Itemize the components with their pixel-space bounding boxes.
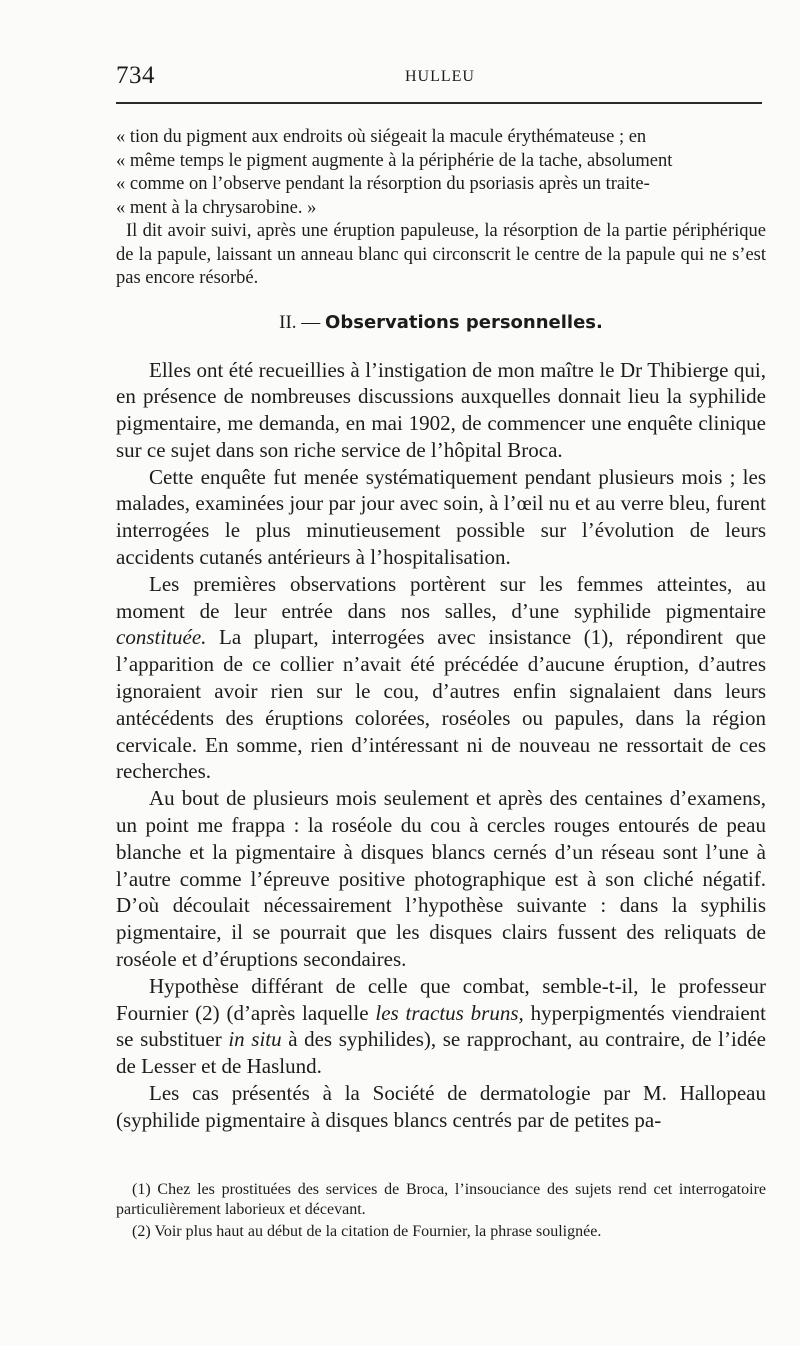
footnotes [116,1180,766,1242]
paragraph-3-after: La plupart, interrogées avec insistance (1), répondirent que l’apparition de ce collier n’avait été précédée d’aucune éruption, d’autres ignoraient avoir rien sur le cou, d’autres enfin signalaient dans leurs antécédents des éruptions colorées, roséoles ou papules, dans la région cervicale. En somme, rien d’intéressant ni de nouveau ne ressortait de ces recherches. [116,625,766,784]
paragraph-3-before: Les premières observations portèrent sur les femmes atteintes, au moment de leur entrée dans nos salles, d’une syphilide pigmentaire [116,571,766,623]
quote-line: « même temps le pigment augmente à la périphérie de la tache, absolument [116,150,673,171]
paragraph-5-part2: hyperpigmentés viendraient se substituer [116,1000,766,1052]
page-body [116,126,766,1134]
quote-line: « comme on l’observe pendant la résorption du psoriasis après un traite- [116,174,650,194]
paragraph-6: Les cas présentés à la Société de dermatologie par M. Hallopeau (syphilide pigmentaire à disques blancs centrés par de petites pa- [116,1081,766,1132]
paragraph-3-italic: constituée. [116,625,207,650]
paragraph-2: Cette enquête fut menée systématiquement pendant plusieurs mois ; les malades, examinées jour par jour avec soin, à l’œil nu et au verre bleu, furent interrogées le plus minutieusement possible sur l’évolution de leurs accidents cutanés antérieurs à l’hospitalisation. [116,464,766,570]
header-rule [116,102,762,104]
page-header [116,62,764,92]
quotation-block [116,126,766,220]
section-number: II. — [279,311,321,333]
paragraph-5-italic1: les tractus bruns, [375,1000,524,1025]
paragraph-3 [116,571,766,785]
running-head: HULLEU [405,68,475,85]
section-heading [116,311,766,335]
paragraph-1: Elles ont été recueillies à l’instigation de mon maître le Dr Thibierge qui, en présence de nombreuses discussions auxquelles donnait lieu la syphilide pigmentaire, me demanda, en mai 1902, de commencer une enquête clinique sur ce sujet dans son riche service de l’hôpital Broca. [116,357,766,462]
paragraph-5-italic2: in situ [228,1027,282,1052]
quote-line: « ment à la chrysarobine. » [116,197,317,218]
quote-followup-paragraph: Il dit avoir suivi, après une éruption papuleuse, la résorption de la partie périphérique de la papule, laissant un anneau blanc qui circonscrit le centre de la papule qui ne s’est pas encore résorbé. [116,221,766,288]
section-title: Observations personnelles. [325,311,603,333]
quote-line: « tion du pigment aux endroits où siégeait la macule érythémateuse ; en [116,127,647,147]
footnote-2: (2) Voir plus haut au début de la citation de Fournier, la phrase soulignée. [132,1223,602,1240]
paragraph-4: Au bout de plusieurs mois seulement et après des centaines d’examens, un point me frappa : la roséole du cou à cercles rouges entourés de peau blanche et la pigmentaire à disques blancs cernés d’un réseau sont l’une à l’autre comme l’épreuve positive photographique est à son cliché négatif. D’où découlait nécessairement l’hypothèse suivante : dans la syphilis pigmentaire, il se pourrait que les disques clairs fussent des reliquats de roséole et d’éruptions secondaires. [116,786,766,972]
paragraph-5-part1: Hypothèse différant de celle que combat, semble-t-il, le professeur Fournier (2) (d’après laquelle [116,973,766,1025]
footnote-1: (1) Chez les prostituées des services de Broca, l’insouciance des sujets rend cet interrogatoire particulièrement laborieux et décevant. [116,1181,766,1218]
paragraph-5-part3: à des syphilides), se rapprochant, au contraire, de l’idée de Lesser et de Haslund. [116,1027,766,1079]
page-number: 734 [116,62,155,89]
paragraph-5 [116,973,766,1080]
